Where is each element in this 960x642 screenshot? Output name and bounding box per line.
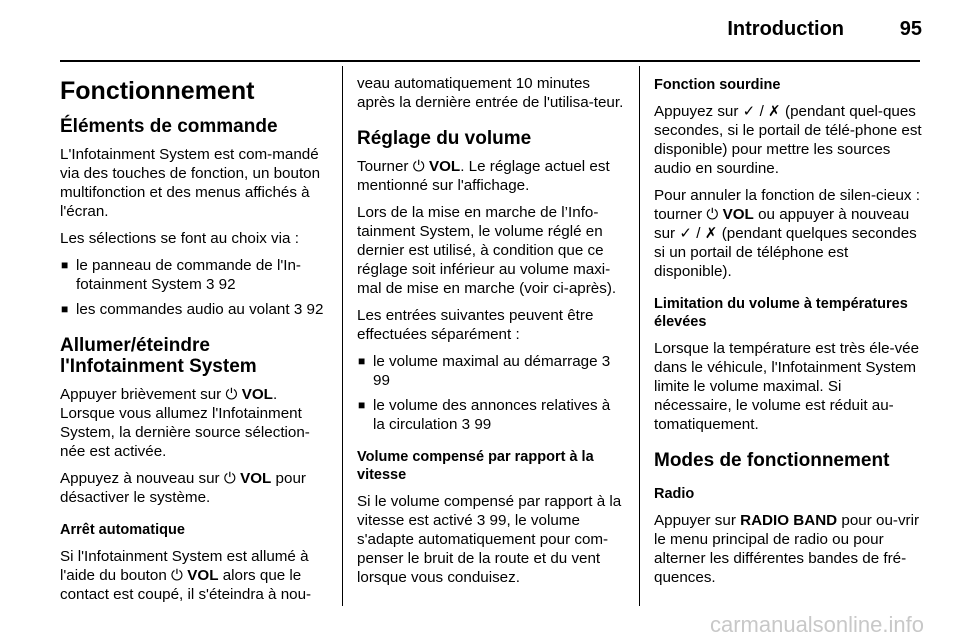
power-icon: ⏻	[225, 386, 238, 403]
page-ref-link[interactable]: 3 92	[293, 301, 324, 318]
mute-paragraph-1: Appuyez sur ✓ / ✗ (pendant quel-ques secondes, si le portail de télé-phone est disponible) pour mettre les sources audio en sourdine.	[654, 103, 922, 177]
controls-paragraph-1: L'Infotainment System est com-mandé via des touches de fonction, un bouton multifonction et des menus affichés à l'écran.	[60, 146, 321, 220]
list-item-text: le panneau de commande de l'In-fotainment System	[76, 257, 301, 293]
column-3	[654, 76, 922, 595]
heading-volume: Réglage du volume	[357, 128, 532, 149]
mute-paragraph-2: Pour annuler la fonction de silen-cieux : tourner ⏻ VOL ou appuyer à nouveau sur ✓ / ✗ (pendant quelques secondes si un portail de téléphone est disponible).	[654, 187, 920, 280]
speed-volume-paragraph: Si le volume compensé par rapport à la vitesse est activé 3 99, le volume s'adapte automatiquement pour com-penser le bruit de la route et du vent lorsque vous conduisez.	[357, 493, 622, 586]
heading-mute: Fonction sourdine	[654, 77, 781, 93]
volume-list	[357, 352, 625, 434]
list-item	[357, 352, 625, 390]
vol-key: VOL	[240, 470, 272, 487]
page-header-title: Introduction	[727, 18, 844, 40]
power-paragraph-1: Appuyer brièvement sur ⏻ VOL. Lorsque vous allumez l'Infotainment System, la dernière source sélection-née est activée.	[60, 386, 310, 460]
bullet-icon: ■	[358, 354, 366, 368]
volume-paragraph-2: Lors de la mise en marche de l’Info-tainment System, le volume réglé en dernier est utilisé, à condition que ce réglage soit inférieur au volume maxi-mal de mise en marche (voir ci-après).	[357, 204, 617, 297]
column-1	[60, 68, 328, 612]
auto-off-paragraph: Si l'Infotainment System est allumé à l'aide du bouton ⏻ VOL alors que le contact est coupé, il s'éteindra à nou-	[60, 548, 312, 603]
header-rule	[60, 60, 920, 62]
list-item-text: le volume maximal au démarrage	[373, 353, 598, 370]
power-icon: ⏻	[706, 206, 719, 223]
vol-key: VOL	[722, 206, 754, 223]
vol-key: VOL	[241, 386, 273, 403]
heading-auto-off: Arrêt automatique	[60, 522, 185, 538]
list-item	[357, 396, 625, 434]
radio-band-key: RADIO BAND	[740, 512, 838, 529]
phone-mute-icon: ✓ / ✗	[679, 225, 718, 242]
section-title: Fonctionnement	[60, 77, 255, 105]
heading-speed-volume: Volume compensé par rapport à la vitesse	[357, 449, 594, 483]
volume-paragraph-3: Les entrées suivantes peuvent être effectuées séparément :	[357, 307, 594, 343]
page-number: 95	[899, 18, 922, 40]
column-divider-1	[342, 66, 343, 606]
power-icon: ⏻	[171, 567, 184, 584]
list-item	[60, 256, 328, 294]
power-icon: ⏻	[412, 158, 425, 175]
radio-paragraph: Appuyer sur RADIO BAND pour ou-vrir le menu principal de radio ou pour alterner les différentes bandes de fré-quences.	[654, 512, 920, 586]
list-item-text: le volume des annonces relatives à la circulation	[373, 397, 611, 433]
page-ref-link[interactable]: 3 99	[461, 416, 492, 433]
heading-power: Allumer/éteindre l'Infotainment System	[60, 335, 257, 377]
list-item	[60, 300, 328, 319]
page-ref-link[interactable]: 3 92	[206, 276, 236, 293]
watermark: carmanualsonline.info	[709, 612, 924, 637]
heading-modes: Modes de fonctionnement	[654, 450, 890, 471]
column-2	[357, 74, 625, 595]
phone-mute-icon: ✓ / ✗	[742, 103, 781, 120]
page-ref-link[interactable]: 3 99	[373, 353, 611, 389]
vol-key: VOL	[428, 158, 461, 175]
continued-paragraph: veau automatiquement 10 minutes après la dernière entrée de l'utilisa-teur.	[357, 75, 624, 111]
volume-paragraph-1: Tourner ⏻ VOL. Le réglage actuel est mentionné sur l'affichage.	[357, 158, 610, 194]
controls-list	[60, 256, 328, 319]
controls-paragraph-2: Les sélections se font au choix via :	[60, 230, 299, 247]
bullet-icon: ■	[61, 302, 69, 316]
temperature-paragraph: Lorsque la température est très éle-vée dans le véhicule, l'Infotainment System limite le volume maximal. Si nécessaire, le volume est réduit au-tomatiquement.	[654, 340, 920, 433]
heading-radio: Radio	[654, 486, 695, 502]
bullet-icon: ■	[61, 258, 69, 272]
power-paragraph-2: Appuyez à nouveau sur ⏻ VOL pour désactiver le système.	[60, 470, 306, 506]
list-item-text: les commandes audio au volant	[76, 301, 290, 318]
page-ref-link[interactable]: 3 99	[476, 512, 507, 529]
vol-key: VOL	[187, 567, 219, 584]
bullet-icon: ■	[358, 398, 366, 412]
column-divider-2	[639, 66, 640, 606]
heading-temperature: Limitation du volume à températures élevées	[654, 296, 908, 330]
power-icon: ⏻	[223, 470, 236, 487]
heading-controls: Éléments de commande	[60, 116, 278, 137]
